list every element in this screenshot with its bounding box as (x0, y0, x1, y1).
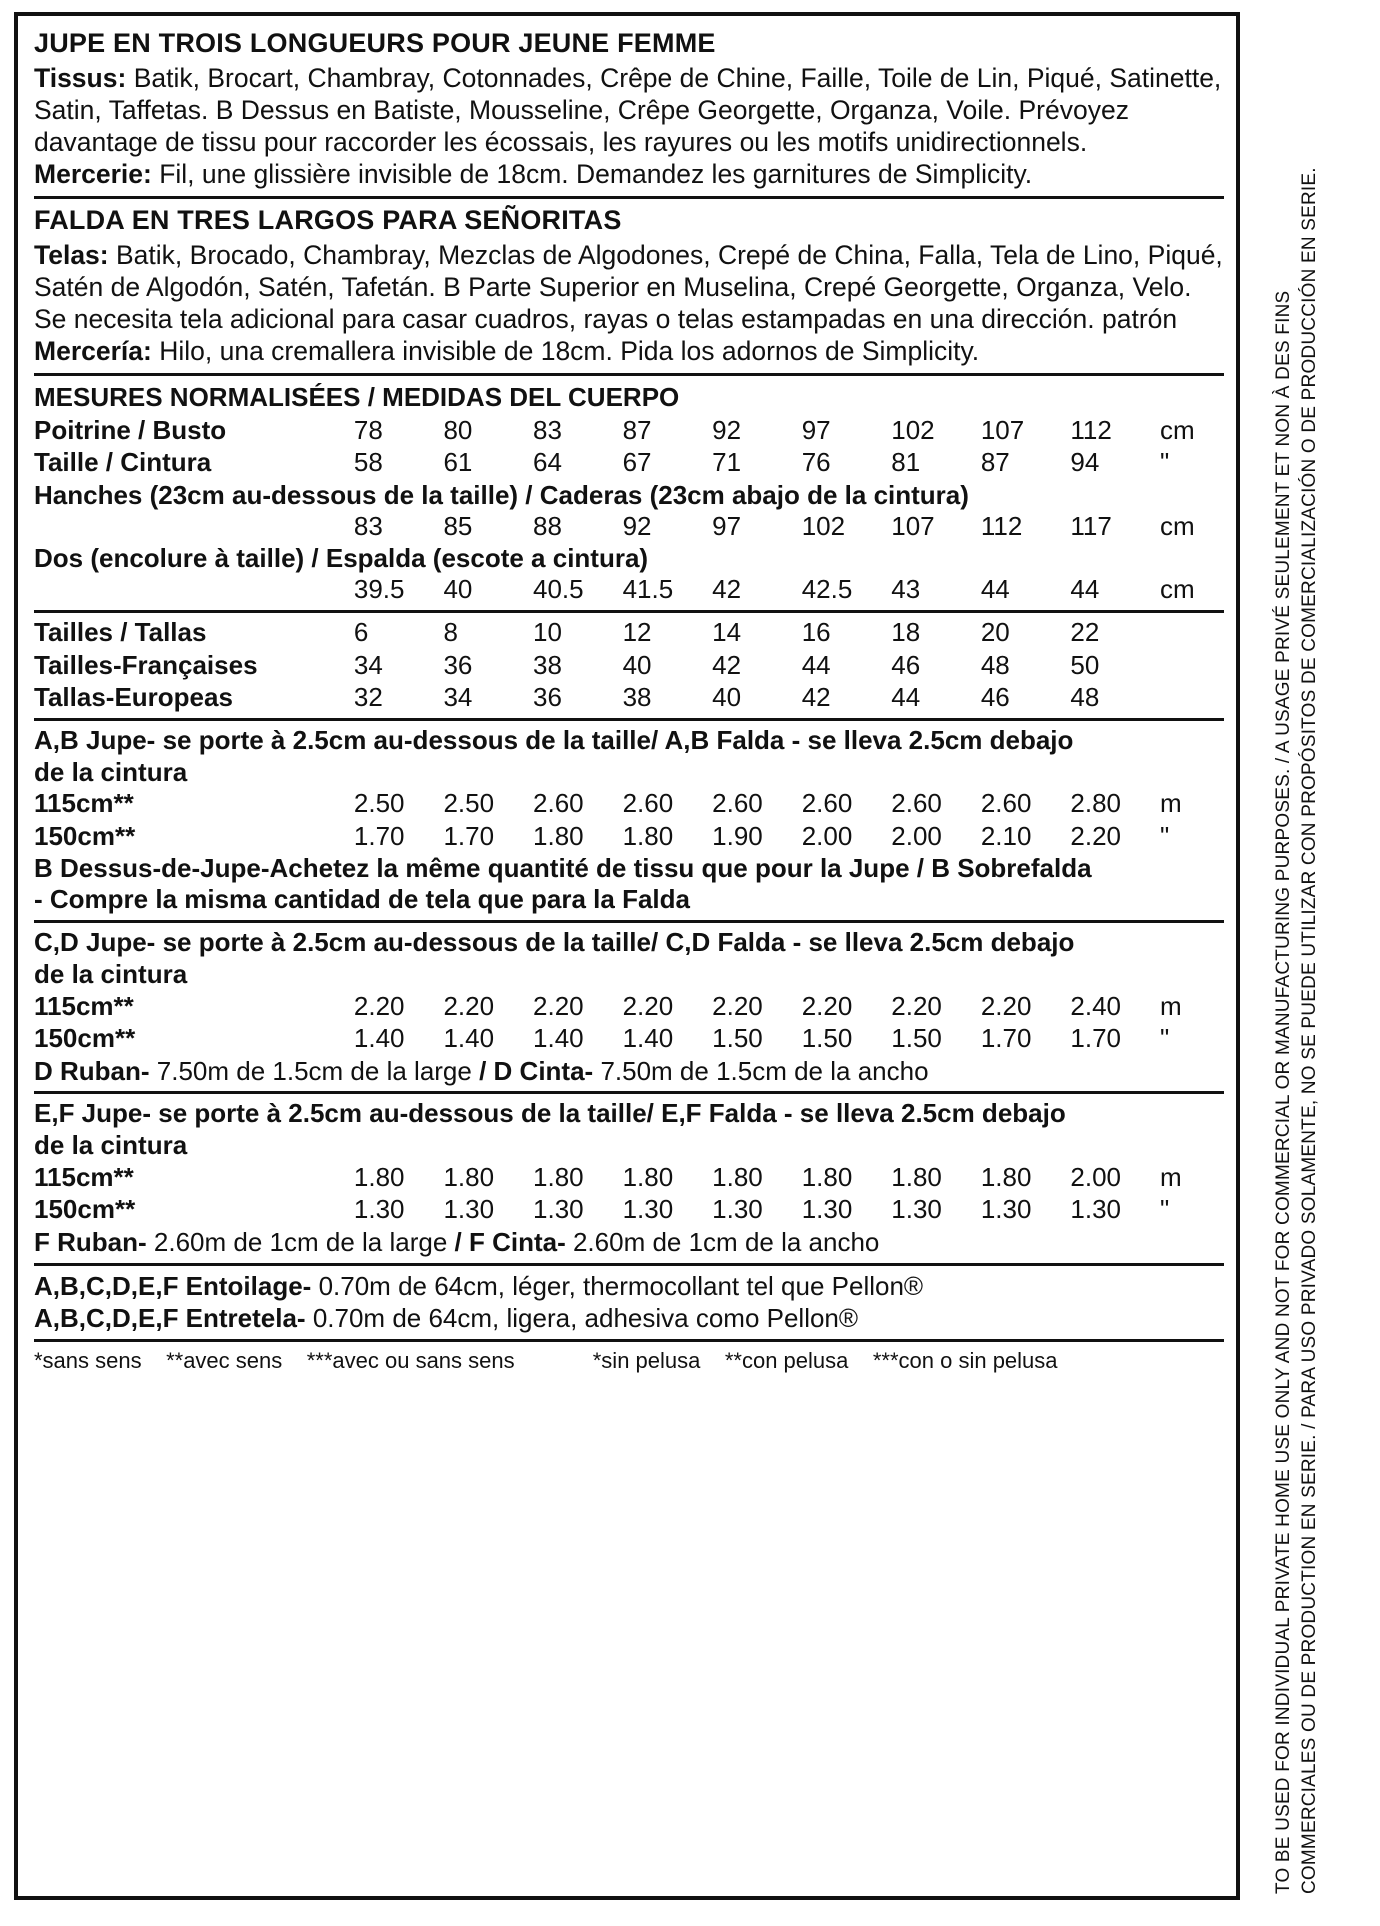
table-row (34, 617, 1224, 649)
cell: 44 (980, 574, 1010, 605)
yardage-block-ab (34, 725, 1224, 916)
row-unit (1160, 682, 1224, 714)
cell: 71 (712, 447, 742, 478)
ribbon-label-fr: F Ruban- (34, 1227, 147, 1258)
cell: 2.20 (801, 990, 853, 1021)
cell: 1.30 (353, 1194, 405, 1225)
footnote-es-1: *sin pelusa (592, 1347, 701, 1373)
spanish-fabrics-line3: Crepé Georgette, Organza, Velo. Se necesita tela adicional para casar cuadros, rayas (34, 272, 1192, 335)
cell: 2.00 (1070, 1161, 1121, 1192)
yardage-heading-line2: de la cintura (34, 756, 188, 787)
cell: 1.50 (712, 1022, 763, 1053)
cell: 2.20 (533, 990, 584, 1021)
cell: 2.60 (712, 788, 763, 819)
yardage-table-ef (34, 1162, 1224, 1226)
cell: 1.80 (443, 1161, 495, 1192)
cell: 34 (443, 681, 473, 712)
divider-7 (34, 1263, 1224, 1266)
cell: 16 (801, 617, 831, 648)
spanish-notions-text: Hilo, una cremallera invisible de 18cm. Pida los adornos de Simplicity. (159, 336, 980, 367)
cell: 12 (622, 617, 652, 648)
ribbon-label-fr: D Ruban- (34, 1055, 150, 1086)
cell: 1.80 (622, 820, 674, 851)
cell: 34 (353, 649, 383, 680)
cell: 61 (443, 447, 473, 478)
cell: 87 (980, 447, 1010, 478)
spanish-fabrics-line1: Batik, Brocado, Chambray, Mezclas de Algodones, Crepé de China, Falla, Tela (116, 239, 1039, 270)
divider-8 (34, 1339, 1224, 1342)
row-unit: m (1159, 1161, 1182, 1192)
cell: 40 (712, 681, 742, 712)
cell: 40 (443, 574, 473, 605)
cell: 1.30 (533, 1194, 584, 1225)
cell: 38 (622, 681, 652, 712)
interfacing-text-es: 0.70m de 64cm, ligera, adhesiva como Pellon® (312, 1303, 859, 1334)
row-label: 150cm** (34, 1022, 136, 1053)
divider-3 (34, 610, 1224, 613)
interfacing-label-es: A,B,C,D,E,F Entretela- (34, 1303, 306, 1334)
cell: 2.20 (622, 990, 674, 1021)
interfacing-text-fr: 0.70m de 64cm, léger, thermocollant tel que Pellon® (318, 1270, 924, 1301)
cell: 1.30 (801, 1194, 853, 1225)
hips-heading: Hanches (23cm au-dessous de la taille) / Caderas (23cm abajo de la cintura) (34, 479, 969, 510)
table-row (34, 415, 1224, 447)
interfacing-section (34, 1270, 1224, 1335)
french-title: JUPE EN TROIS LONGUEURS POUR JEUNE FEMME (34, 28, 716, 58)
hips-table (34, 511, 1224, 543)
cell: 1.70 (1070, 1022, 1121, 1053)
cell: 2.20 (443, 990, 495, 1021)
cell: 112 (980, 510, 1023, 541)
interfacing-spanish (34, 1302, 1224, 1335)
french-fabrics-label: Tissus: (34, 62, 127, 93)
spanish-fabrics-line4: o telas estampadas en una dirección. patrón (655, 304, 1178, 335)
cell: 42 (712, 574, 742, 605)
spanish-section (34, 205, 1224, 367)
yardage-table-ab (34, 788, 1224, 852)
french-section (34, 28, 1224, 190)
table-row (34, 1194, 1224, 1226)
legal-notice-line-2: COMMERCIALES OU DE PRODUCTION EN SERIE. / PARA USO PRIVADO SOLAMENTE, NO SE PUEDE UTILIZAR CON PROPÓSITOS DE COMERCIALIZACIÓN O DE PRODUCCIÓN EN SERIE. (1299, 167, 1320, 1894)
cell: 32 (353, 681, 383, 712)
cell: 22 (1070, 617, 1100, 648)
french-notions-label: Mercerie: (34, 159, 152, 190)
spanish-notions (34, 335, 1224, 367)
interfacing-french (34, 1270, 1224, 1303)
row-unit: m (1159, 788, 1182, 819)
cell: 42 (801, 681, 831, 712)
cell: 43 (891, 574, 921, 605)
row-unit (1160, 650, 1224, 682)
cell: 1.40 (443, 1022, 495, 1053)
yardage-heading-line1: C,D Jupe- se porte à 2.5cm au-dessous de la taille/ C,D Falda - se lleva 2.5cm debajo (34, 927, 1075, 958)
cell: 40 (622, 649, 652, 680)
table-row (34, 1162, 1224, 1194)
cell: 1.80 (891, 1161, 942, 1192)
cell: 2.00 (891, 820, 942, 851)
cell: 107 (891, 510, 935, 541)
cell: 67 (622, 447, 652, 478)
yardage-heading-line2: de la cintura (34, 958, 188, 989)
row-label: Tallas-Europeas (34, 681, 233, 712)
measurements-section (34, 382, 1224, 606)
row-label (34, 511, 354, 543)
cell: 2.60 (801, 788, 853, 819)
divider-6 (34, 1091, 1224, 1094)
french-notions-text: Fil, une glissière invisible de 18cm. Demandez les garnitures de Simplicity. (159, 159, 1033, 190)
cell: 36 (443, 649, 473, 680)
cell: 88 (533, 510, 562, 541)
cell: 41.5 (622, 574, 674, 605)
ribbon-label-es: / D Cinta- (479, 1055, 594, 1086)
row-label: Tailles-Françaises (34, 649, 258, 680)
table-row (34, 682, 1224, 714)
cell: 36 (533, 681, 562, 712)
row-label: 115cm** (34, 990, 134, 1021)
row-unit: m (1159, 990, 1182, 1021)
cell: 1.30 (443, 1194, 495, 1225)
cell: 20 (980, 617, 1010, 648)
cell: 85 (443, 510, 473, 541)
back-table (34, 574, 1224, 606)
table-row (34, 511, 1224, 543)
french-fabrics-line3: Organza, Voile. Prévoyez davantage de tissu pour raccorder les écossais, les rayures (34, 94, 1129, 157)
cell: 2.00 (801, 820, 853, 851)
divider-2 (34, 373, 1224, 376)
footnote-fr-2: **avec sens (166, 1347, 283, 1373)
cell: 102 (891, 415, 935, 446)
side-legal-notice (1248, 14, 1368, 1904)
cell: 1.90 (712, 820, 763, 851)
cell: 92 (712, 415, 742, 446)
cell: 2.50 (353, 788, 405, 819)
row-unit: " (1159, 1194, 1170, 1225)
divider-1 (34, 196, 1224, 199)
cell: 92 (622, 510, 652, 541)
cell: 117 (1070, 510, 1112, 541)
cell: 1.80 (533, 820, 584, 851)
cell: 8 (443, 617, 458, 648)
cell: 58 (353, 447, 383, 478)
cell: 1.50 (801, 1022, 853, 1053)
cell: 18 (891, 617, 921, 648)
measurements-heading: MESURES NORMALISÉES / MEDIDAS DEL CUERPO (34, 382, 680, 413)
cell: 46 (980, 681, 1010, 712)
cell: 1.80 (622, 1161, 674, 1192)
yardage-heading-line1: A,B Jupe- se porte à 2.5cm au-dessous de la taille/ A,B Falda - se lleva 2.5cm debajo (34, 724, 1074, 755)
cell: 48 (1070, 681, 1100, 712)
cell: 2.40 (1070, 990, 1121, 1021)
cell: 94 (1070, 447, 1100, 478)
cell: 39.5 (353, 574, 405, 605)
cell: 1.80 (353, 1161, 405, 1192)
cell: 44 (891, 681, 921, 712)
ribbon-line-f (34, 1226, 1224, 1259)
cell: 1.80 (533, 1161, 584, 1192)
ribbon-line-d (34, 1055, 1224, 1088)
cell: 44 (1070, 574, 1100, 605)
cell: 1.30 (712, 1194, 763, 1225)
cell: 1.70 (980, 1022, 1032, 1053)
cell: 1.80 (712, 1161, 763, 1192)
cell: 83 (533, 415, 562, 446)
row-unit: cm (1159, 510, 1195, 541)
ribbon-label-es: / F Cinta- (454, 1227, 566, 1258)
spanish-notions-label: Mercería: (34, 336, 152, 367)
table-row (34, 821, 1224, 853)
cell: 40.5 (533, 574, 584, 605)
cell: 102 (801, 510, 846, 541)
cell: 1.40 (533, 1022, 584, 1053)
row-label: 115cm** (34, 1161, 134, 1192)
row-unit: " (1159, 820, 1170, 851)
row-unit (1160, 617, 1224, 649)
spanish-fabrics-line2: de Lino, Piqué, Satén de Algodón, Satén, Tafetán. B Parte Superior en Muselina, (34, 239, 1223, 303)
cell: 1.30 (622, 1194, 674, 1225)
row-label (34, 574, 354, 606)
cell: 76 (801, 447, 831, 478)
table-row (34, 788, 1224, 820)
table-row (34, 650, 1224, 682)
cell: 1.80 (801, 1161, 853, 1192)
cell: 81 (891, 447, 921, 478)
row-unit: " (1159, 1022, 1170, 1053)
cell: 2.10 (980, 820, 1032, 851)
cell: 1.70 (443, 820, 495, 851)
legal-notice-line-1: TO BE USED FOR INDIVIDUAL PRIVATE HOME USE ONLY AND NOT FOR COMMERCIAL OR MANUFACTURING PURPOSES. / A USAGE PRIVÉ SEULEMENT ET NON À DES FINS (1273, 290, 1294, 1894)
cell: 14 (712, 617, 742, 648)
cell: 2.50 (443, 788, 495, 819)
cell: 2.20 (891, 990, 942, 1021)
footnote-fr-3: ***avec ou sans sens (306, 1347, 515, 1373)
cell: 6 (353, 617, 369, 648)
back-heading: Dos (encolure à taille) / Espalda (escote a cintura) (34, 542, 649, 573)
yardage-block-cd (34, 927, 1224, 1087)
cell: 97 (712, 510, 742, 541)
cell: 1.70 (353, 820, 405, 851)
table-row (34, 574, 1224, 606)
overskirt-note-line1: B Dessus-de-Jupe-Achetez la même quantité de tissu que pour la Jupe / B Sobrefalda (34, 852, 1092, 883)
table-row (34, 991, 1224, 1023)
row-unit: cm (1159, 415, 1195, 446)
spanish-title: FALDA EN TRES LARGOS PARA SEÑORITAS (34, 205, 622, 236)
cell: 38 (533, 649, 562, 680)
cell: 112 (1070, 415, 1112, 446)
cell: 46 (891, 649, 921, 680)
french-fabrics-line1: Batik, Brocart, Chambray, Cotonnades, Crêpe de Chine, Faille, Toile de Lin, (133, 62, 1020, 93)
cell: 42 (712, 649, 742, 680)
ribbon-text-fr: 7.50m de 1.5cm de la large (156, 1055, 472, 1086)
table-row (34, 1023, 1224, 1055)
cell: 1.30 (1070, 1194, 1121, 1225)
cell: 50 (1070, 649, 1100, 680)
row-label: Tailles / Tallas (34, 617, 207, 648)
cell: 1.30 (980, 1194, 1032, 1225)
french-fabrics-line4: ou les motifs unidirectionnels. (739, 126, 1088, 157)
cell: 64 (533, 447, 562, 478)
spanish-fabrics (34, 239, 1224, 335)
footnote-fr-1: *sans sens (34, 1347, 142, 1373)
french-fabrics-line2: Piqué, Satinette, Satin, Taffetas. B Dessus en Batiste, Mousseline, Crêpe Georgette, (34, 62, 1222, 125)
content-area (22, 18, 1234, 1894)
cell: 107 (980, 415, 1025, 446)
spanish-fabrics-label: Telas: (34, 239, 109, 270)
cell: 97 (801, 415, 831, 446)
footnote-es-2: **con pelusa (724, 1347, 849, 1373)
cell: 83 (353, 510, 383, 541)
measurements-table (34, 415, 1224, 479)
cell: 2.60 (622, 788, 674, 819)
french-fabrics (34, 62, 1224, 158)
row-unit: cm (1159, 574, 1195, 605)
interfacing-label-fr: A,B,C,D,E,F Entoilage- (34, 1270, 312, 1301)
divider-5 (34, 920, 1224, 923)
cell: 87 (622, 415, 652, 446)
cell: 2.60 (980, 788, 1032, 819)
cell: 2.20 (353, 990, 405, 1021)
cell: 1.80 (980, 1161, 1032, 1192)
cell: 42.5 (801, 574, 853, 605)
yardage-heading-line1: E,F Jupe- se porte à 2.5cm au-dessous de la taille/ E,F Falda - se lleva 2.5cm debajo (34, 1098, 1066, 1129)
ribbon-text-es: 2.60m de 1cm de la ancho (572, 1227, 880, 1258)
row-label: Poitrine / Busto (34, 415, 227, 446)
cell: 2.20 (980, 990, 1032, 1021)
table-row (34, 447, 1224, 479)
divider-4 (34, 718, 1224, 721)
cell: 80 (443, 415, 473, 446)
cell: 2.80 (1070, 788, 1121, 819)
cell: 44 (801, 649, 831, 680)
footnotes (34, 1348, 1224, 1374)
overskirt-note-line2: - Compre la misma cantidad de tela que para la Falda (34, 884, 690, 915)
yardage-heading-line2: de la cintura (34, 1130, 188, 1161)
ribbon-text-es: 7.50m de 1.5cm de la ancho (600, 1055, 929, 1086)
sizes-table (34, 617, 1224, 714)
cell: 78 (353, 415, 383, 446)
cell: 1.30 (891, 1194, 942, 1225)
cell: 1.40 (353, 1022, 405, 1053)
row-unit: " (1159, 447, 1170, 478)
yardage-table-cd (34, 991, 1224, 1055)
ribbon-text-fr: 2.60m de 1cm de la large (153, 1227, 448, 1258)
cell: 2.60 (533, 788, 584, 819)
row-label: Taille / Cintura (34, 447, 212, 478)
row-label: 115cm** (34, 788, 134, 819)
cell: 2.60 (891, 788, 942, 819)
french-notions (34, 158, 1224, 190)
cell: 2.20 (1070, 820, 1121, 851)
row-label: 150cm** (34, 1194, 136, 1225)
footnote-es-3: ***con o sin pelusa (872, 1347, 1058, 1373)
yardage-block-ef (34, 1098, 1224, 1258)
cell: 1.50 (891, 1022, 942, 1053)
cell: 1.40 (622, 1022, 674, 1053)
cell: 2.20 (712, 990, 763, 1021)
cell: 10 (533, 617, 562, 648)
cell: 48 (980, 649, 1010, 680)
row-label: 150cm** (34, 820, 136, 851)
